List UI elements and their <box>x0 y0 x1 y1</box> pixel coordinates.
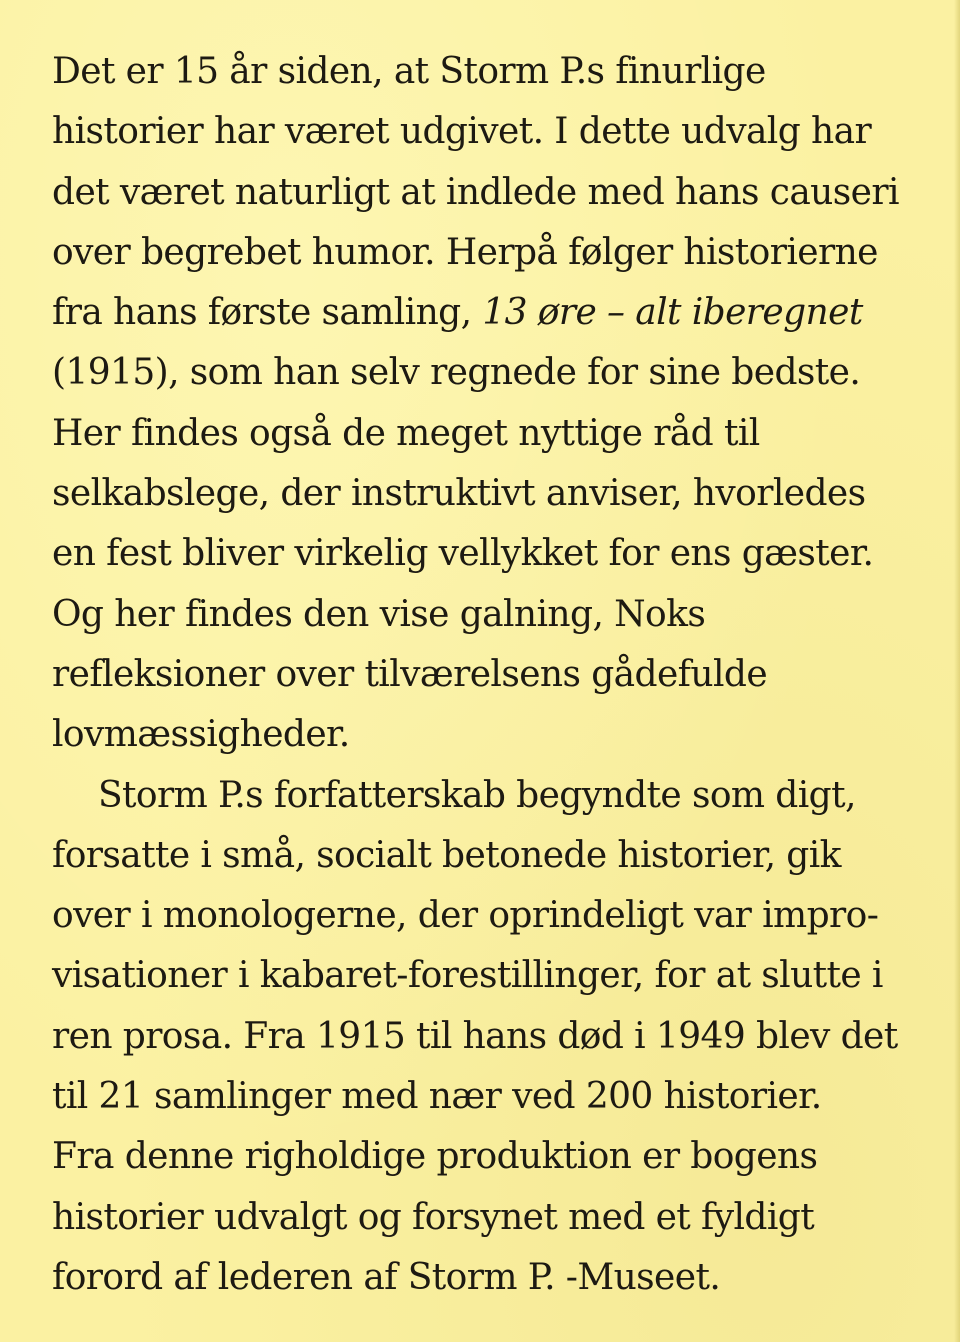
book-title: 13 øre – alt iberegnet <box>482 292 863 334</box>
text-line: forord af lederen af Storm P. -Museet. <box>52 1256 721 1298</box>
text-line: (1915), som han selv regnede for sine bedste. <box>52 352 861 394</box>
text-line <box>52 283 932 343</box>
text-line: en fest bliver virkelig vellykket for ens gæster. <box>52 533 874 575</box>
text-line: refleksioner over tilværelsens gådefulde <box>52 653 768 695</box>
text-line: historier har været udgivet. I dette udvalg har <box>52 111 872 153</box>
paragraph-1 <box>52 42 932 766</box>
text-line: selkabslege, der instruktivt anviser, hvorledes <box>52 473 866 515</box>
page-edge <box>954 0 960 1342</box>
text-line: visationer i kabaret-forestillinger, for at slutte i <box>52 955 883 997</box>
text-segment: fra hans første samling, <box>52 292 483 334</box>
text-line: Fra denne righoldige produktion er bogens <box>52 1136 818 1178</box>
text-line: Storm P.s forfatterskab begyndte som digt, <box>98 774 856 816</box>
text-line: forsatte i små, socialt betonede historier, gik <box>52 834 841 876</box>
text-line: lovmæssigheder. <box>52 714 350 756</box>
text-line: Her findes også de meget nyttige råd til <box>52 412 760 454</box>
text-line: til 21 samlinger med nær ved 200 historier. <box>52 1076 822 1118</box>
text-line: over i monologerne, der oprindeligt var impro- <box>52 895 879 937</box>
text-line: ren prosa. Fra 1915 til hans død i 1949 blev det <box>52 1015 898 1057</box>
text-line: Og her findes den vise galning, Noks <box>52 593 706 635</box>
blurb-text <box>52 42 932 1308</box>
paragraph-2 <box>52 766 932 1309</box>
text-line: Det er 15 år siden, at Storm P.s finurlige <box>52 51 766 92</box>
text-line: over begrebet humor. Herpå følger historierne <box>52 231 878 273</box>
text-line: historier udvalgt og forsynet med et fyldigt <box>52 1196 815 1238</box>
text-line: det været naturligt at indlede med hans causeri <box>52 171 899 213</box>
